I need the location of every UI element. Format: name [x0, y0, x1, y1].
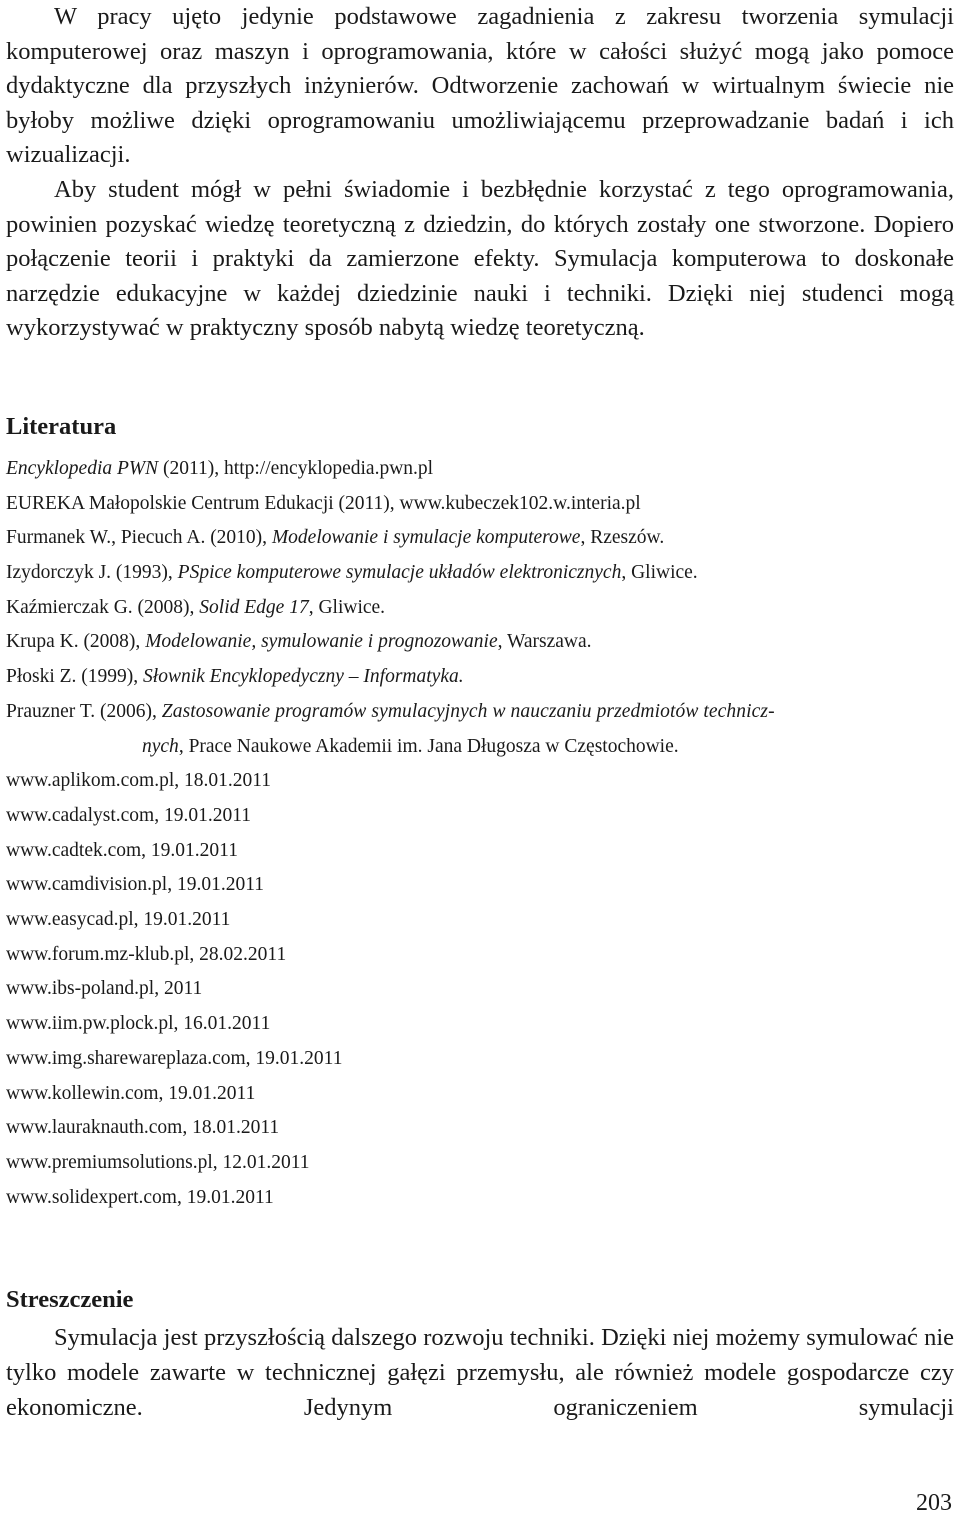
streszczenie-heading: Streszczenie [6, 1286, 134, 1314]
website-reference: www.img.sharewareplaza.com, 19.01.2011 [6, 1047, 343, 1069]
reference-item: Furmanek W., Piecuch A. (2010), Modelowanie i symulacje komputerowe, Rzeszów. [6, 527, 665, 549]
page-number: 203 [916, 1490, 952, 1516]
website-reference: www.cadtek.com, 19.01.2011 [6, 839, 238, 861]
reference-item: Izydorczyk J. (1993), PSpice komputerowe symulacje układów elektronicznych, Gliwice. [6, 562, 698, 584]
reference-item-prauzner: Prauzner T. (2006), Zastosowanie programów symulacyjnych w nauczaniu przedmiotów technicz- [6, 700, 775, 722]
reference-item: EUREKA Małopolskie Centrum Edukacji (2011), www.kubeczek102.w.interia.pl [6, 492, 641, 514]
abstract-paragraph: Symulacja jest przyszłością dalszego rozwoju techniki. Dzięki niej możemy symulować nie tylko modele zawarte w technicznej gałęzi przemysłu, ale również modele gospodarcze czy ekonomiczne. Jedynym ograniczeniem symulacji [6, 1324, 954, 1421]
reference-item-prauzner-continued: nych, Prace Naukowe Akademii im. Jana Długosza w Częstochowie. [142, 735, 679, 757]
website-reference: www.iim.pw.plock.pl, 16.01.2011 [6, 1013, 271, 1035]
reference-item: Encyklopedia PWN (2011), http://encyklopedia.pwn.pl [6, 457, 434, 479]
website-reference: www.cadalyst.com, 19.01.2011 [6, 804, 251, 826]
website-reference: www.easycad.pl, 19.01.2011 [6, 909, 231, 931]
website-reference: www.lauraknauth.com, 18.01.2011 [6, 1117, 280, 1139]
document-page [6, 0, 954, 1425]
literatura-heading: Literatura [6, 412, 117, 440]
reference-item: Krupa K. (2008), Modelowanie, symulowanie i prognozowanie, Warszawa. [6, 631, 592, 653]
website-reference: www.forum.mz-klub.pl, 28.02.2011 [6, 943, 287, 965]
website-reference: www.aplikom.com.pl, 18.01.2011 [6, 770, 272, 792]
website-reference: www.kollewin.com, 19.01.2011 [6, 1082, 256, 1104]
website-reference: www.camdivision.pl, 19.01.2011 [6, 874, 264, 896]
reference-item: Płoski Z. (1999), Słownik Encyklopedyczny – Informatyka. [6, 666, 464, 688]
intro-paragraph-1: W pracy ujęto jedynie podstawowe zagadnienia z zakresu tworzenia symulacji komputerowej oraz maszyn i oprogramowania, które w całości służyć mogą jako pomoce dydaktyczne dla przyszłych inżynierów. Odtworzenie zachowań w wirtualnym świecie nie byłoby możliwe dzięki oprogramowaniu umożliwiającemu przeprowadzanie badań i ich wizualizacji. [6, 3, 954, 169]
intro-paragraph-2: Aby student mógł w pełni świadomie i bezbłędnie korzystać z tego oprogramowania, powinien pozyskać wiedzę teoretyczną z dziedzin, do których zostały one stworzone. Dopiero połączenie teorii i praktyki da zamierzone efekty. Symulacja komputerowa to doskonałe narzędzie edukacyjne w każdej dziedzinie nauki i techniki. Dzięki niej studenci mogą wykorzystywać w praktyczny sposób nabytą wiedzę teoretyczną. [6, 175, 954, 342]
website-reference: www.ibs-poland.pl, 2011 [6, 978, 203, 1000]
website-reference: www.premiumsolutions.pl, 12.01.2011 [6, 1152, 310, 1173]
reference-item: Kaźmierczak G. (2008), Solid Edge 17, Gliwice. [6, 596, 386, 618]
website-reference: www.solidexpert.com, 19.01.2011 [6, 1186, 274, 1208]
reference-list [6, 452, 954, 1215]
